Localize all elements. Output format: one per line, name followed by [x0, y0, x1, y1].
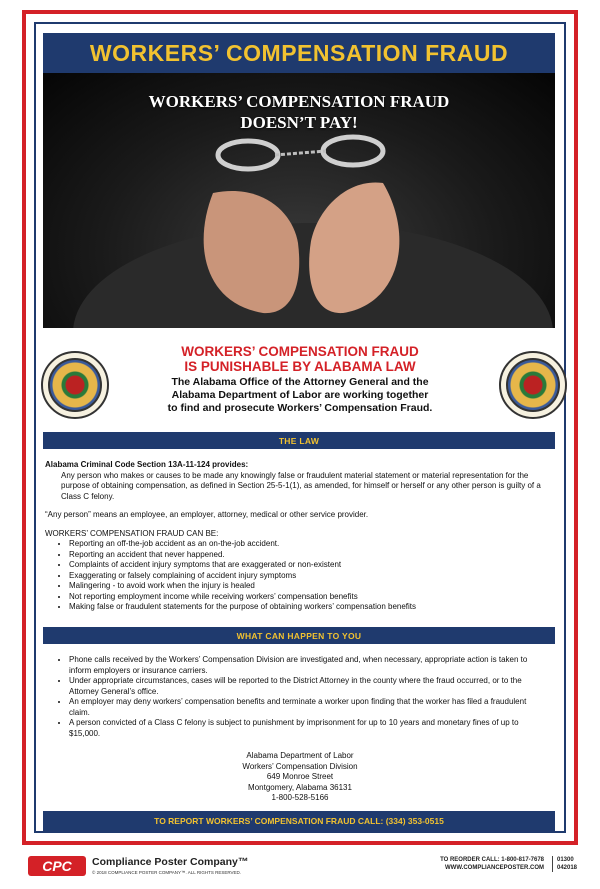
revision-code: 042018 — [557, 865, 578, 871]
fraud-can-be-heading: WORKERS’ COMPENSATION FRAUD CAN BE: — [45, 528, 219, 538]
list-item: • Complaints of accident injury symptoms that are exaggerated or non-existent — [69, 560, 555, 571]
reorder-phone: TO REORDER CALL: 1-800-817-7678 — [440, 857, 544, 863]
subhead-black-2: Alabama Department of Labor are working together — [171, 389, 429, 401]
company-name: Compliance Poster Company™ — [92, 856, 249, 868]
photo-headline-line2: DOESN’T PAY! — [240, 113, 358, 132]
code-title: Alabama Criminal Code Section 13A-11-124 provides: — [45, 460, 249, 469]
list-item: • Exaggerating or falsely complaining of accident injury symptoms — [69, 571, 555, 582]
handcuffed-hands-photo — [43, 73, 555, 328]
report-fraud-text: TO REPORT WORKERS’ COMPENSATION FRAUD CALL: (334) 353-0515 — [154, 816, 444, 826]
website-link[interactable]: WWW.COMPLIANCEPOSTER.COM — [445, 865, 544, 871]
attorney-general-seal — [41, 351, 109, 419]
address-line: Workers’ Compensation Division — [242, 761, 358, 771]
list-item: • A person convicted of a Class C felony is subject to punishment by imprisonment for up to 10 years and monetary fines of up to $15,000. — [69, 718, 545, 739]
alabama-map-icon — [48, 358, 102, 412]
address-line: Alabama Department of Labor — [246, 751, 354, 760]
photo-headline-line1: WORKERS’ COMPENSATION FRAUD — [148, 92, 450, 111]
subhead-red-1: WORKERS’ COMPENSATION FRAUD — [181, 344, 419, 359]
phone-number: 1-800-528-5166 — [271, 793, 329, 802]
law-section — [45, 460, 555, 613]
department-of-labor-seal — [499, 351, 567, 419]
poster-code: 01300 — [557, 857, 574, 863]
poster-title: WORKERS’ COMPENSATION FRAUD — [89, 39, 509, 66]
cpc-logo: CPC — [28, 856, 86, 876]
subhead-black — [145, 376, 455, 415]
list-item: • Making false or fraudulent statements for the purpose of obtaining workers’ compensation benefits — [69, 602, 555, 613]
list-item: • Malingering - to avoid work when the injury is healed — [69, 581, 555, 592]
footer — [22, 851, 578, 883]
list-item: • Phone calls received by the Workers’ Compensation Division are investigated and, when necessary, appropriate action is taken to inform employers or insurance carriers. — [69, 655, 545, 676]
list-item: • Not reporting employment income while receiving workers’ compensation benefits — [69, 592, 555, 603]
title-banner — [43, 33, 555, 73]
address-line: Montgomery, Alabama 36131 — [248, 782, 352, 792]
consequences-list — [45, 655, 545, 739]
the-law-header — [43, 432, 555, 449]
alabama-map-icon — [506, 358, 560, 412]
subhead-black-3: to find and prosecute Workers’ Compensation Fraud. — [167, 402, 433, 414]
subhead-black-1: The Alabama Office of the Attorney General and the — [171, 376, 429, 388]
code-text: Any person who makes or causes to be made any knowingly false or fraudulent material statement or material representation for the purpose of obtaining compensation, as defined in Section 25-5-1(1), as amended, for himself or herself or any other person is guilty of a Class C felony. — [61, 470, 541, 501]
list-item: • An employer may deny workers’ compensation benefits and terminate a worker upon finding that the worker has filed a fraudulent claim. — [69, 697, 545, 718]
what-can-happen-header — [43, 627, 555, 644]
any-person-definition: “Any person” means an employee, an employer, attorney, medical or other service provider. — [45, 510, 369, 519]
list-item: • Under appropriate circumstances, cases will be reported to the District Attorney in the county where the fraud occurred, or to the Attorney General’s office. — [69, 676, 545, 697]
poster-codes — [552, 856, 577, 872]
consequences-section — [45, 655, 545, 739]
the-law-header-label: THE LAW — [278, 435, 320, 446]
report-fraud-banner — [43, 811, 555, 831]
subhead-red-2: IS PUNISHABLE BY ALABAMA LAW — [184, 359, 416, 374]
copyright: © 2018 COMPLIANCE POSTER COMPANY™. ALL RIGHTS RESERVED. — [92, 870, 242, 875]
fraud-list — [45, 539, 555, 613]
list-item: • Reporting an off-the-job accident as an on-the-job accident. — [69, 539, 555, 550]
photo-headline — [43, 91, 555, 133]
agency-address — [200, 751, 400, 804]
address-line: 649 Monroe Street — [266, 772, 334, 781]
reorder-info — [384, 856, 544, 872]
subheadline — [145, 344, 455, 415]
what-can-happen-header-label: WHAT CAN HAPPEN TO YOU — [236, 630, 362, 641]
list-item: • Reporting an accident that never happened. — [69, 550, 555, 561]
